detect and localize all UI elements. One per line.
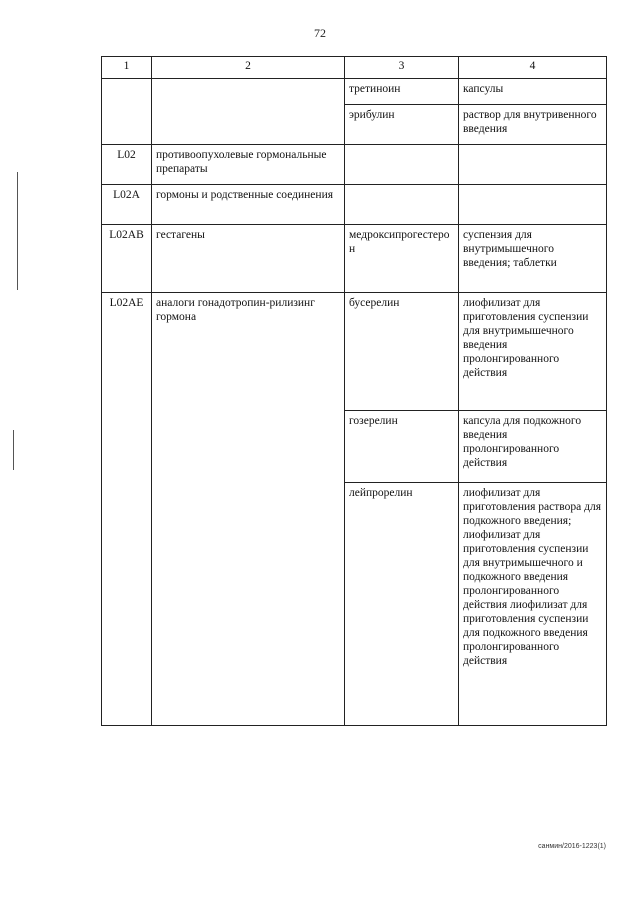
dosage-form-cell: суспензия для внутримышечного введения; таблетки (459, 225, 607, 293)
margin-mark-upper (17, 172, 18, 290)
atc-code-cell (102, 79, 152, 145)
atc-code-cell: L02AE (102, 293, 152, 726)
table-row (102, 185, 607, 225)
atc-code-cell: L02A (102, 185, 152, 225)
dosage-form-cell: лиофилизат для приготовления суспензии для внутримышечного введения пролонгированного действия (459, 293, 607, 411)
drug-name-cell: медроксипрогестерон (345, 225, 459, 293)
drug-name-cell: бусерелин (345, 293, 459, 411)
group-name-cell (152, 79, 345, 145)
table-row (102, 79, 607, 105)
drug-name-cell: лейпрорелин (345, 483, 459, 726)
dosage-form-cell (459, 145, 607, 185)
dosage-form-cell (459, 185, 607, 225)
group-name-cell: гормоны и родственные соединения (152, 185, 345, 225)
table-row (102, 145, 607, 185)
group-name-cell: противоопухолевые гормональные препараты (152, 145, 345, 185)
page-number: 72 (314, 26, 326, 40)
atc-code-cell: L02AB (102, 225, 152, 293)
drug-name-cell (345, 185, 459, 225)
drug-name-cell: эрибулин (345, 105, 459, 145)
header-col-4: 4 (459, 57, 607, 79)
header-col-1: 1 (102, 57, 152, 79)
atc-code-cell: L02 (102, 145, 152, 185)
dosage-form-cell: капсула для подкожного введения пролонгированного действия (459, 411, 607, 483)
header-col-3: 3 (345, 57, 459, 79)
drug-name-cell (345, 145, 459, 185)
table-row (102, 225, 607, 293)
dosage-form-cell: раствор для внутривенного введения (459, 105, 607, 145)
document-code: санмин/2016-1223(1) (538, 843, 606, 850)
dosage-form-cell: лиофилизат для приготовления раствора для подкожного введения; лиофилизат для приготовления суспензии для внутримышечного и подкожного введения пролонгированного действия лиофилизат для приготовления суспензии для подкожного введения пролонгированного действия (459, 483, 607, 726)
medication-table (101, 56, 607, 726)
table-header-row (102, 57, 607, 79)
margin-mark-lower (13, 430, 14, 470)
header-col-2: 2 (152, 57, 345, 79)
drug-name-cell: третиноин (345, 79, 459, 105)
group-name-cell: аналоги гонадотропин-рилизинг гормона (152, 293, 345, 726)
dosage-form-cell: капсулы (459, 79, 607, 105)
group-name-cell: гестагены (152, 225, 345, 293)
drug-name-cell: гозерелин (345, 411, 459, 483)
table-row (102, 293, 607, 411)
